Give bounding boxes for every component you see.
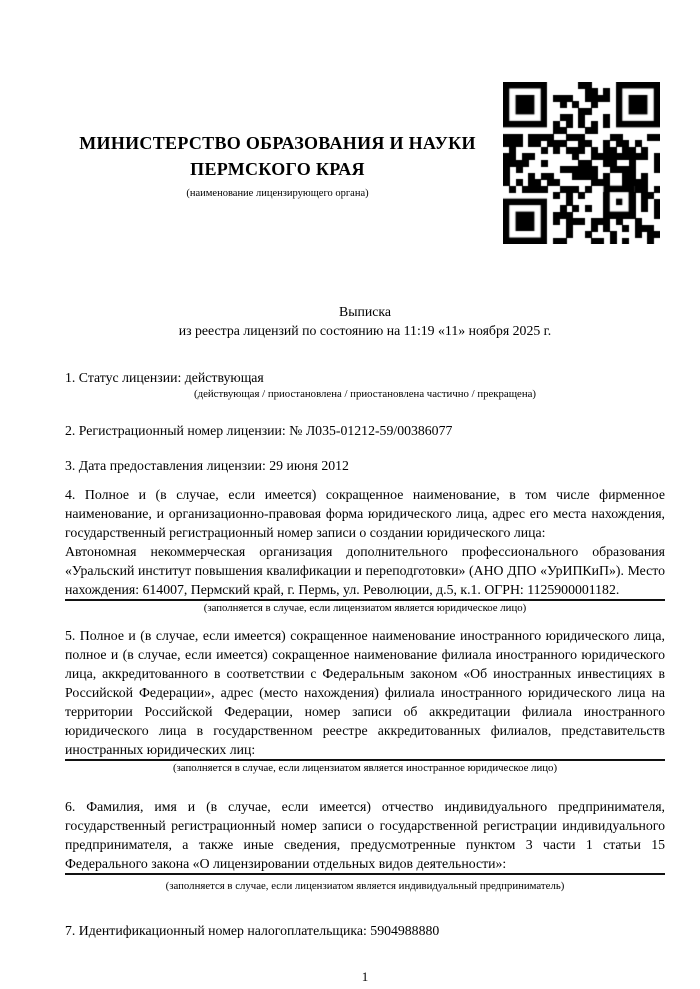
document-title-line2: из реестра лицензий по состоянию на 11:19 «11» ноября 2025 г. [178, 323, 552, 338]
item-5-caption: (заполняется в случае, если лицензиатом является иностранное юридическое лицо) [172, 762, 558, 774]
item-1-caption: (действующая / приостановлена / приостановлена частично / прекращена) [194, 388, 536, 400]
item-7-taxpayer-number: 7. Идентификационный номер налогоплательщика: 5904988880 [65, 923, 440, 938]
qr-code-icon [503, 82, 660, 244]
ministry-name [60, 130, 495, 182]
item-5-question: 5. Полное и (в случае, если имеется) сокращенное наименование иностранного юридического лица, полное и (в случае, если имеется) сокращенное наименование филиала иностранного юридического лица, аккредитованного в соответствии с Федеральным законом «Об иностранных инвестициях в Российской Федерации», адрес (место нахождения) филиала иностранного юридического лица на территории Российской Федерации, номер записи об аккредитации филиала иностранного юридического лица в государственном реестре аккредитованных филиалов, представительств иностранных юридических лиц: [65, 628, 665, 757]
item-4-question: 4. Полное и (в случае, если имеется) сокращенное наименование, в том числе фирменное наименование, и организационно-правовая форма юридического лица, адрес его места нахождения, государственный регистрационный номер записи о создании юридического лица: [65, 487, 665, 540]
item-6-caption: (заполняется в случае, если лицензиатом является индивидуальный предприниматель) [165, 880, 565, 892]
ministry-name-line2: ПЕРМСКОГО КРАЯ [190, 159, 365, 179]
document-body [65, 296, 665, 986]
licensing-authority-header [60, 130, 495, 200]
ministry-caption: (наименование лицензирующего органа) [186, 188, 369, 199]
item-4-caption: (заполняется в случае, если лицензиатом является юридическое лицо) [203, 602, 527, 614]
item-6-question: 6. Фамилия, имя и (в случае, если имеется) отчество индивидуального предпринимателя, государственный регистрационный номер записи о государственной регистрации индивидуального предпринимателя, а также иные сведения, предусмотренные пунктом 3 части 1 статьи 15 Федерального закона «О лицензировании отдельных видов деятельности»: [65, 799, 665, 871]
item-4-answer: Автономная некоммерческая организация дополнительного профессионального образования «Уральский институт повышения квалификации и переподготовки» (АНО ДПО «УрИПКиП»). Место нахождения: 614007, Пермский край, г. Пермь, ул. Революции, д.5, к.1. ОГРН: 1125900001182. [65, 544, 665, 597]
document-title-line1: Выписка [339, 304, 391, 319]
page-number: 1 [361, 969, 369, 984]
item-6-answer-line [65, 873, 665, 875]
ministry-name-line1: МИНИСТЕРСТВО ОБРАЗОВАНИЯ И НАУКИ [79, 133, 476, 153]
item-3-license-date: 3. Дата предоставления лицензии: 29 июня 2012 [65, 458, 349, 473]
item-1-license-status: 1. Статус лицензии: действующая [65, 370, 264, 385]
document-title [65, 296, 665, 340]
item-2-registration-number: 2. Регистрационный номер лицензии: № Л035-01212-59/00386077 [65, 423, 453, 438]
